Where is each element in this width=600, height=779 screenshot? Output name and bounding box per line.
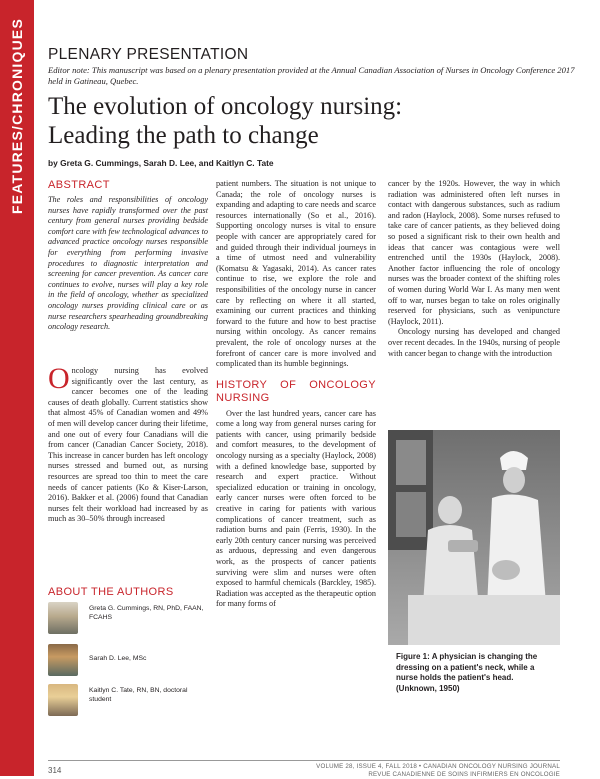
author-3 — [48, 684, 208, 722]
author-name: Sarah D. Lee, MSc — [89, 655, 147, 662]
author-1 — [48, 602, 208, 640]
historical-photo — [388, 430, 560, 645]
section-label: PLENARY PRESENTATION — [48, 46, 249, 63]
sidebar-label: FEATURES/CHRONIQUES — [9, 18, 25, 214]
photo-illustration — [388, 430, 560, 645]
abstract-text: The roles and responsibilities of oncology nurses have rapidly transformed over the past century from general nurses providing bedside comfort care with few technological advances to advanced practice oncology nurses responsible for everything from performing invasive procedures to diagnostic interpretation and screening for cancer prevention. As cancer care continues to evolve, nurses will play a key role in the field of oncology, whether as specialized oncology nurses providing clinical care or as nurse researchers spearheading groundbreaking oncology research. — [48, 195, 208, 332]
body-paragraph: cancer by the 1920s. However, the way in which radiation was administered often left nurses in contact with dangerous substances, such as radium and radon (Haylock, 2008). Some nurses refused to take care of cancer patients, as they believed doing so posed a significant risk to their own health and ideas that cancer was contagious were well entrenched until the 1930s (Haylock, 2008). Another factor influencing the role of oncology nurses was the broader context of the shifting roles of women during World War I. As many men went off to war, nurses began to take on roles originally reserved for physicians, such as venipuncture (Haylock, 2011). — [388, 179, 560, 326]
journal-line-2: REVUE CANADIENNE DE SOINS INFIRMIERS EN ONCOLOGIE — [368, 771, 560, 778]
history-heading: HISTORY OF ONCOLOGY NURSING — [216, 378, 376, 404]
title-line-1: The evolution of oncology nursing: — [48, 93, 403, 120]
abstract — [48, 179, 208, 333]
author-photo — [48, 684, 78, 716]
footer-rule — [48, 760, 560, 761]
column-2 — [216, 179, 376, 610]
drop-cap: O — [48, 362, 70, 395]
journal-line-1: VOLUME 28, ISSUE 4, FALL 2018 • CANADIAN ONCOLOGY NURSING JOURNAL — [316, 763, 560, 770]
byline: by Greta G. Cummings, Sarah D. Lee, and Kaitlyn C. Tate — [48, 158, 274, 168]
abstract-heading: ABSTRACT — [48, 179, 110, 191]
author-name: Kaitlyn C. Tate, RN, BN, doctoral student — [89, 687, 188, 703]
author-2 — [48, 644, 208, 682]
page-number: 314 — [48, 766, 62, 775]
section-sidebar — [0, 0, 34, 776]
author-name: Greta G. Cummings, RN, PhD, FAAN, FCAHS — [89, 605, 204, 621]
body-paragraph: patient numbers. The situation is not unique to Canada; the role of oncology nurses is expanding and adapting to care needs and scarce resources internationally (So et al., 2016). Supporting oncology nurses is vital to ensure people with cancer are appropriately cared for and guided through their individual journeys in a time of utmost need and vulnerability (Komatsu & Yagasaki, 2014). As cancer rates continue to rise, we explore the role and responsibilities of the oncology nurse in cancer care by reflecting on where it all started, examining our current practices and thinking forward to the future and how to best practise nursing within oncology. As cancer remains prevalent, the role of oncology nurses at the forefront of cancer care is more involved and complicated than its humble beginnings. — [216, 179, 376, 369]
intro-paragraph — [48, 362, 208, 525]
author-photo — [48, 644, 78, 676]
intro-text: ncology nursing has evolved significantly over the last century, as cancer becomes one of the leading causes of death globally. Current statistics show that almost 45% of Canadian women and 49% of men will develop cancer during their lifetime, and one out of every four Canadians will die from cancer (Canadian Cancer Society, 2018). This increase in cancer burden has left oncology nurses stressed and burned out, as nursing resources are spread too thin to meet the care needs of cancer patients (Ko & Kiser-Larson, 2016). Bakker et al. (2006) found that Canadian nurses felt their workload had increased by as much as 30–50% through increased — [48, 366, 208, 524]
journal-info — [316, 763, 560, 779]
author-photo — [48, 602, 78, 634]
editor-note: Editor note: This manuscript was based on a plenary presentation provided at the Annual Canadian Association of Nurses in Oncology Conference 2017 held in Gatineau, Quebec. — [48, 65, 575, 86]
figure-caption: Figure 1: A physician is changing the dressing on a patient's neck, while a nurse holds the patient's head. (Unknown, 1950) — [396, 652, 538, 693]
body-paragraph: Oncology nursing has developed and changed over recent decades. In the 1940s, nursing of people with cancer began to change with the introduction — [388, 327, 560, 358]
column-3 — [388, 179, 560, 359]
title-line-2: Leading the path to change — [48, 122, 319, 149]
body-paragraph: Over the last hundred years, cancer care has come a long way from general nurses caring for patients with cancer, using primarily bedside and comfort measures, to the development of oncology nursing as a specialty (Haylock, 2008) with a defined knowledge base, supported by research and expert practice. Without specialized education or training in oncology, early cancer nurses were often forced to be creative in caring for patients with various complications of cancer treatment, such as radiation burns and pain (Ferris, 1930). In the early 20th century cancer nursing was perceived as arduous, depressing and even dangerous work, as the prospects of cancer patients surviving were slim and nurses were often exposed to harmful chemicals (Barckley, 1985). Radiation was accepted as the therapeutic option for many forms of — [216, 408, 376, 609]
article-title — [48, 92, 588, 150]
authors-heading: ABOUT THE AUTHORS — [48, 586, 174, 598]
